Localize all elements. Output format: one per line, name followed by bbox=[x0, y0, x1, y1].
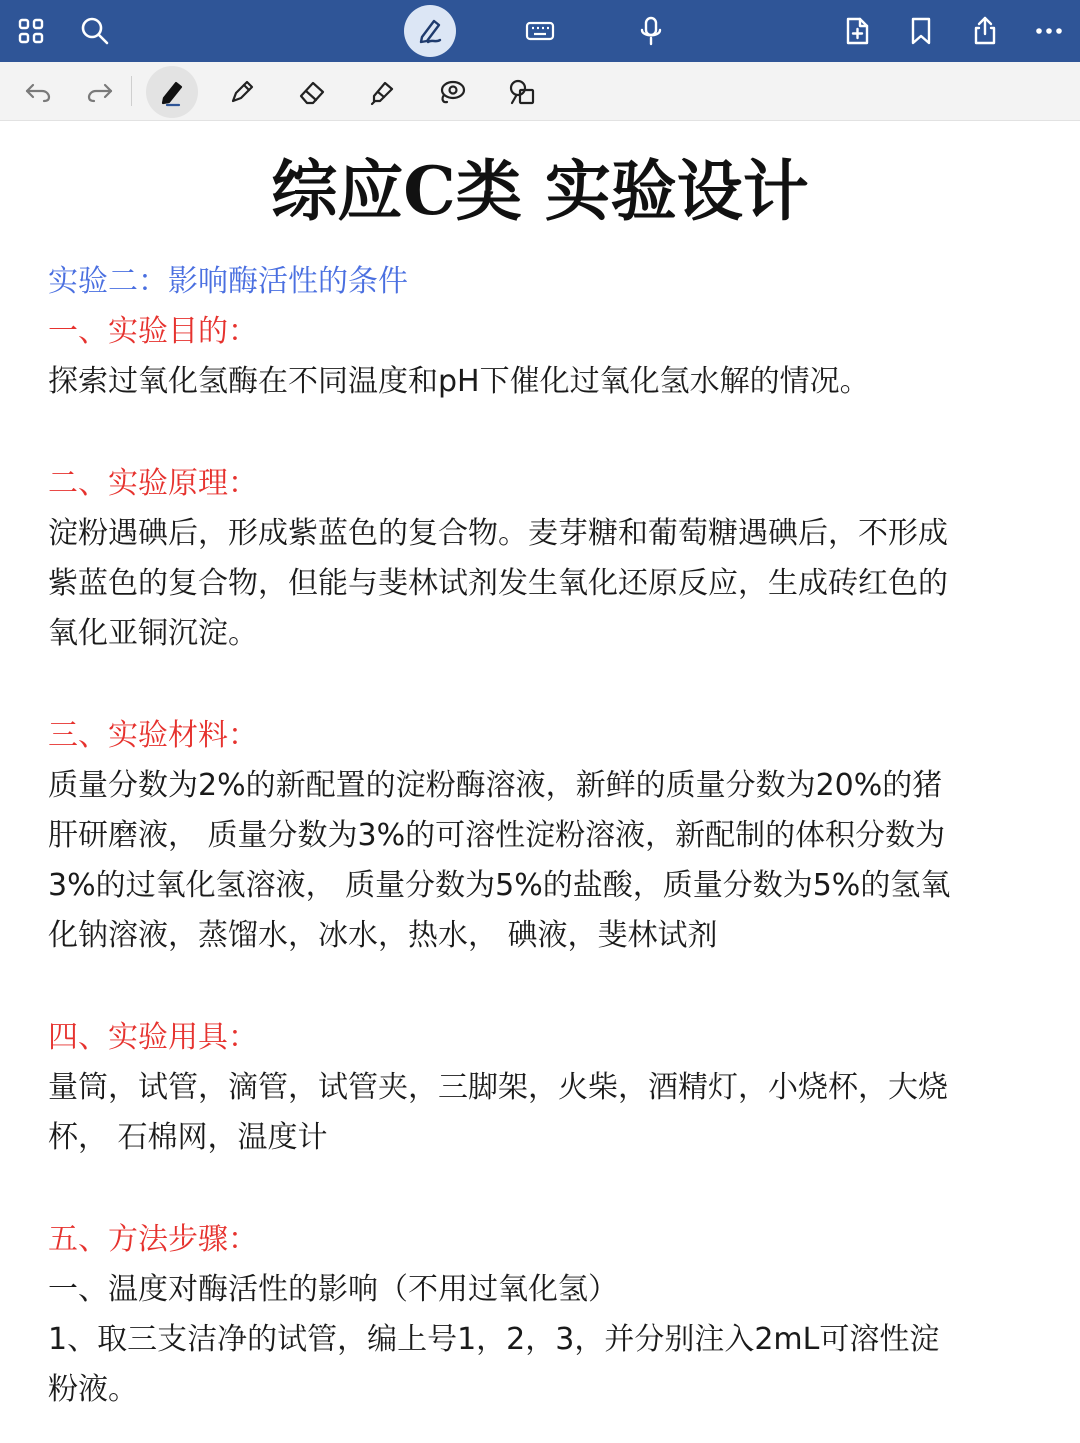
paragraph-line: 肝研磨液， 质量分数为3%的可溶性淀粉溶液，新配制的体积分数为 bbox=[48, 818, 946, 853]
paragraph-line: 杯， 石棉网，温度计 bbox=[48, 1120, 328, 1155]
section-heading-principle: 二、实验原理： bbox=[48, 466, 258, 501]
section-heading-steps: 五、方法步骤： bbox=[48, 1222, 258, 1257]
paragraph-line: 量筒，试管，滴管，试管夹，三脚架，火柴，酒精灯，小烧杯，大烧 bbox=[48, 1070, 948, 1105]
bookmark-icon[interactable] bbox=[896, 6, 946, 56]
paragraph-line: 紫蓝色的复合物，但能与斐林试剂发生氧化还原反应，生成砖红色的 bbox=[48, 566, 948, 601]
app-top-bar bbox=[0, 0, 1080, 62]
share-icon[interactable] bbox=[960, 6, 1010, 56]
toolbar-divider bbox=[131, 76, 132, 106]
pen-tool-icon[interactable] bbox=[146, 66, 198, 118]
microphone-icon[interactable] bbox=[626, 6, 676, 56]
redo-icon[interactable] bbox=[78, 70, 122, 114]
paragraph-line: 淀粉遇碘后，形成紫蓝色的复合物。麦芽糖和葡萄糖遇碘后，不形成 bbox=[48, 516, 948, 551]
paragraph-line: 一、温度对酶活性的影响（不用过氧化氢） bbox=[48, 1272, 618, 1307]
eraser-icon[interactable] bbox=[290, 70, 334, 114]
drawing-toolbar bbox=[0, 62, 1080, 121]
keyboard-icon[interactable] bbox=[515, 6, 565, 56]
lasso-icon[interactable] bbox=[430, 70, 474, 114]
add-page-icon[interactable] bbox=[832, 6, 882, 56]
paragraph-line: 探索过氧化氢酶在不同温度和pH下催化过氧化氢水解的情况。 bbox=[48, 364, 870, 399]
paragraph-line: 粉液。 bbox=[48, 1372, 138, 1407]
document-page[interactable] bbox=[0, 121, 1080, 1443]
paragraph-line: 质量分数为2%的新配置的淀粉酶溶液，新鲜的质量分数为20%的猪 bbox=[48, 768, 943, 803]
more-icon[interactable] bbox=[1024, 6, 1074, 56]
shapes-icon[interactable] bbox=[500, 70, 544, 114]
undo-icon[interactable] bbox=[16, 70, 60, 114]
section-heading-materials: 三、实验材料： bbox=[48, 718, 258, 753]
paragraph-line: 1、取三支洁净的试管，编上号1，2，3，并分别注入2mL可溶性淀 bbox=[48, 1322, 940, 1357]
paragraph-line: 氧化亚铜沉淀。 bbox=[48, 616, 258, 651]
grid-icon[interactable] bbox=[6, 6, 56, 56]
paragraph-line: 化钠溶液，蒸馏水，冰水，热水， 碘液，斐林试剂 bbox=[48, 918, 718, 953]
section-heading-equipment: 四、实验用具： bbox=[48, 1020, 258, 1055]
highlighter-icon[interactable] bbox=[360, 70, 404, 114]
search-icon[interactable] bbox=[70, 6, 120, 56]
experiment-subtitle: 实验二：影响酶活性的条件 bbox=[48, 264, 408, 299]
paragraph-line: 3%的过氧化氢溶液， 质量分数为5%的盐酸，质量分数为5%的氢氧 bbox=[48, 868, 951, 903]
pencil-icon[interactable] bbox=[220, 70, 264, 114]
section-heading-purpose: 一、实验目的： bbox=[48, 314, 258, 349]
pen-mode-icon[interactable] bbox=[404, 5, 456, 57]
document-title: 综应C类 实验设计 bbox=[271, 152, 809, 230]
